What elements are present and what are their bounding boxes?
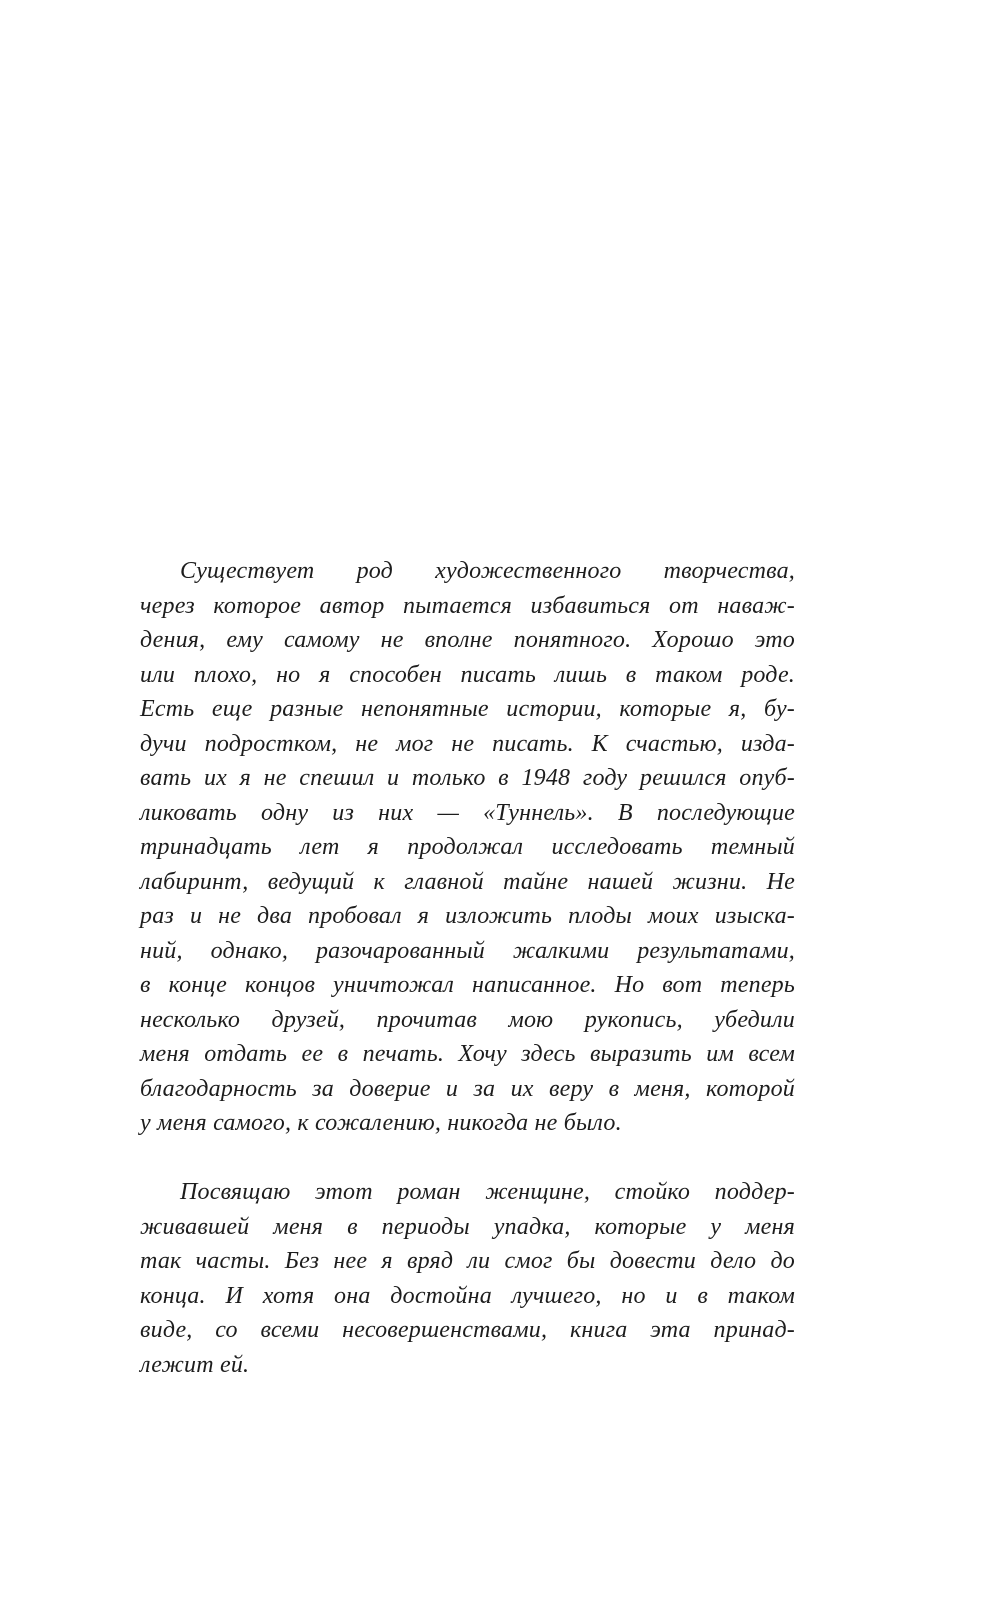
text-line: несколько друзей, прочитав мою рукопись, убедили xyxy=(140,1006,795,1033)
text-line: вать их я не спешил и только в 1948 году решился опуб- xyxy=(140,765,795,791)
text-line: живавшей меня в периоды упадка, которые у меня xyxy=(140,1213,795,1240)
text-line: ний, однако, разочарованный жалкими результатами, xyxy=(140,937,795,964)
text-line: ликовать одну из них — «Туннель». В последующие xyxy=(140,799,795,826)
text-line: меня отдать ее в печать. Хочу здесь выразить им всем xyxy=(140,1041,795,1067)
text-line: тринадцать лет я продолжал исследовать темный xyxy=(140,834,795,860)
text-line: у меня самого, к сожалению, никогда не было. xyxy=(140,1110,622,1136)
text-line: лежит ей. xyxy=(140,1351,250,1378)
text-block xyxy=(140,554,795,1382)
text-line: в конце концов уничтожал написанное. Но вот теперь xyxy=(140,972,795,998)
text-line: дучи подростком, не мог не писать. К счастью, изда- xyxy=(140,730,795,757)
text-line: дения, ему самому не вполне понятного. Хорошо это xyxy=(140,627,795,653)
text-line: Посвящаю этот роман женщине, стойко поддер- xyxy=(180,1179,795,1205)
paragraph xyxy=(140,1175,795,1382)
text-line: виде, со всеми несовершенствами, книга эта принад- xyxy=(140,1317,795,1343)
text-line: благодарность за доверие и за их веру в меня, которой xyxy=(140,1075,795,1102)
text-line: Существует род художественного творчества, xyxy=(180,558,795,584)
text-line: так часты. Без нее я вряд ли смог бы довести дело до xyxy=(140,1248,795,1274)
text-line: лабиринт, ведущий к главной тайне нашей жизни. Не xyxy=(140,868,795,895)
text-line: конца. И хотя она достойна лучшего, но и в таком xyxy=(140,1282,795,1309)
text-line: Есть еще разные непонятные истории, которые я, бу- xyxy=(140,696,795,722)
paragraph xyxy=(140,554,795,1141)
text-line: раз и не два пробовал я изложить плоды моих изыска- xyxy=(140,903,795,929)
text-line: через которое автор пытается избавиться от наваж- xyxy=(140,592,795,619)
text-line: или плохо, но я способен писать лишь в таком роде. xyxy=(140,661,795,688)
